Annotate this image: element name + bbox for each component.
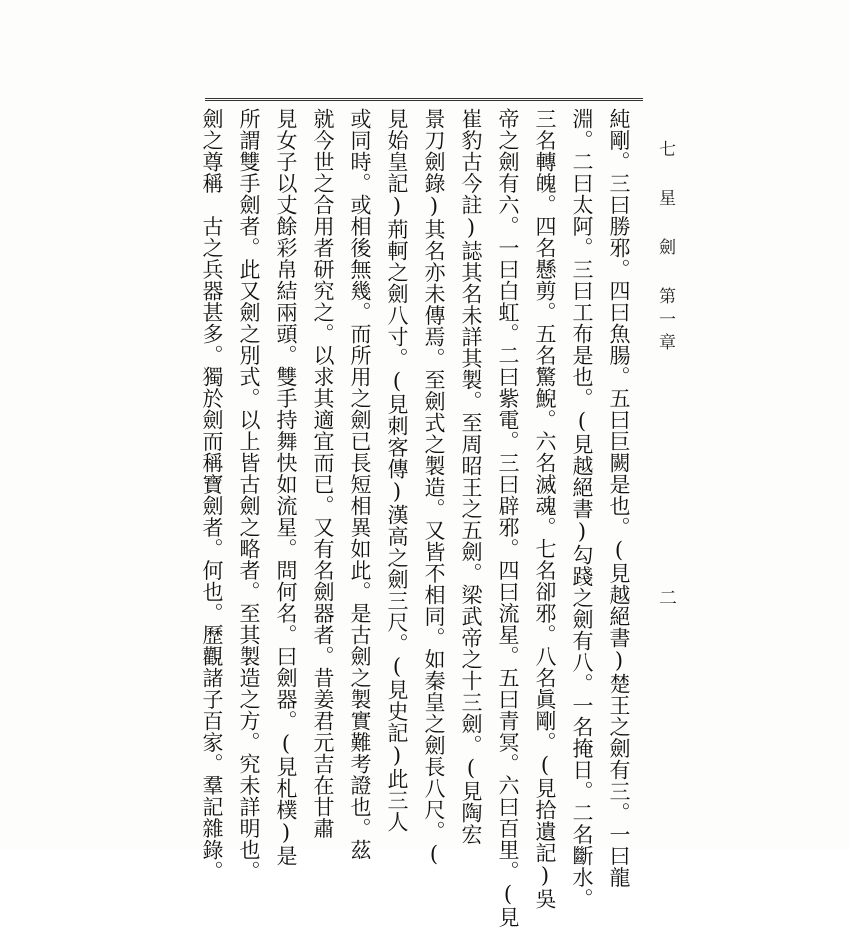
text-column-1: 純剛。三曰勝邪。四曰魚腸。五曰巨闕是也。(見越絕書)楚王之劍有三。一曰龍 — [607, 108, 631, 888]
running-header: 七 星 劍 第一章 — [655, 140, 675, 356]
text-column-12: 劍之尊稱 古之兵器甚多。獨於劍而稱寶劍者。何也。歷觀諸子百家。羣記雜錄。 — [200, 108, 224, 882]
text-column-10: 見女子以丈餘彩帛結兩頭。雙手持舞快如流星。問何名。曰劍器。(見札樸)是 — [274, 108, 298, 867]
text-column-11: 所謂雙手劍者。此又劍之別式。以上皆古劍之略者。至其製造之方。究未詳明也。 — [237, 108, 261, 882]
page-number: 二 — [656, 588, 677, 606]
text-column-6: 景刀劍錄)其名亦未傳焉。至劍式之製造。又皆不相同。如秦皇之劍長八尺。( — [422, 108, 446, 867]
text-column-8: 或同時。或相後無幾。而所用之劍已長短相異如此。是古劍之製實難考證也。茲 — [348, 108, 372, 861]
text-column-9: 就今世之合用者研究之。以求其適宜而已。又有名劍器者。昔姜君元吉在甘肅 — [311, 108, 335, 839]
text-column-7: 見始皇記)荊軻之劍八寸。(見刺客傳)漢高之劍三尺。(見史記)此三人 — [385, 108, 409, 833]
text-column-4: 帝之劍有六。一曰白虹。二曰紫電。三曰辟邪。四曰流星。五曰青冥。六曰百里。(見 — [496, 108, 520, 928]
text-column-3: 三名轉魄。四名懸剪。五名驚鯢。六名滅魂。七名卻邪。八名眞剛。(見拾遺記)吳 — [533, 108, 557, 910]
text-column-2: 淵。二曰太阿。三曰工布是也。(見越絕書)勾踐之劍有八。一名掩日。二名斷水。 — [570, 108, 594, 910]
top-border-rule — [205, 98, 643, 101]
text-column-5: 崔豹古今註)誌其名未詳其製。至周昭王之五劍。梁武帝之十三劍。(見陶宏 — [459, 108, 483, 845]
